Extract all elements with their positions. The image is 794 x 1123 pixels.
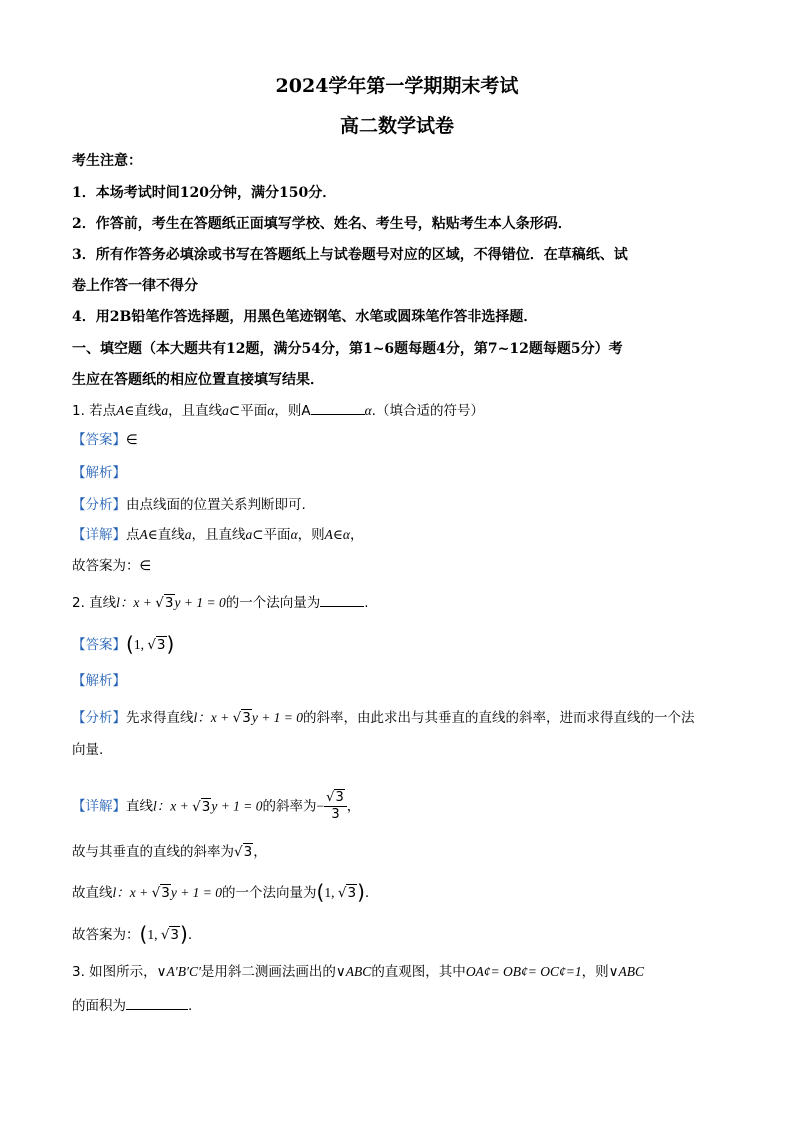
notice-item-3-cont: 卷上作答一律不得分: [72, 278, 198, 294]
notice-item-4: 4．用2B铅笔作答选择题，用黑色笔迹钢笔、水笔或圆珠笔作答非选择题．: [72, 309, 538, 325]
q2-conclusion: 故答案为：(1, √3).: [72, 922, 193, 946]
question-number: 2.: [72, 595, 90, 611]
answer-blank: [311, 400, 365, 415]
q1-analysis: [72, 463, 722, 483]
q2-line-a: 故与其垂直的直线的斜率为√3，: [72, 844, 267, 860]
exam-subtitle: 高二数学试卷: [339, 115, 454, 137]
q1-xiangjie: 【详解】点A∈直线a，且直线a⊂平面α，则A∈α，: [72, 527, 364, 543]
q2-line-b: 故直线l：x + √3y + 1 = 0的一个法向量为(1, √3).: [72, 880, 370, 904]
notice-heading: 考生注意：: [72, 153, 142, 169]
question-2: 2. 直线l：x + √3y + 1 = 0的一个法向量为 .: [72, 592, 722, 613]
analysis-tag: 【解析】: [72, 465, 126, 481]
exam-title: 2024学年第一学期期末考试: [275, 75, 519, 97]
notice-item-1: 1．本场考试时间120分钟，满分150分．: [72, 185, 337, 201]
q1-fenxi: 【分析】由点线面的位置关系判断即可.: [72, 497, 306, 513]
analysis-tag: 【解析】: [72, 673, 126, 689]
fraction: $\frac{√3}{3}$: [324, 790, 347, 823]
answer-blank: [126, 995, 188, 1010]
question-number: 1.: [72, 403, 90, 419]
answer-blank: [320, 592, 364, 607]
q1-conclusion: 故答案为：∈: [72, 558, 152, 574]
answer-tag: 【答案】: [72, 432, 126, 448]
question-1: 1. 若点A∈直线a，且直线a⊂平面α，则A α.（填合适的符号）: [72, 400, 722, 421]
question-number: 3.: [72, 964, 90, 980]
section-heading-cont: 生应在答题纸的相应位置直接填写结果．: [72, 372, 324, 388]
q2-fenxi: 【分析】先求得直线l：x + √3y + 1 = 0的斜率，由此求出与其垂直的直线的斜率，进而求得直线的一个法: [72, 710, 695, 726]
question-3: 3. 如图所示，∨A′B′C′是用斜二测画法画出的∨ABC的直观图，其中OA¢= OB¢= OC¢=1，则∨ABC: [72, 964, 645, 980]
q2-analysis: [72, 671, 722, 691]
q2-fenxi-cont: 向量.: [72, 742, 104, 758]
question-3-cont: 的面积为 .: [72, 995, 722, 1016]
q1-answer: 【答案】∈: [72, 432, 138, 448]
answer-tag: 【答案】: [72, 637, 126, 653]
section-heading: 一、填空题（本大题共有12题，满分54分，第1~6题每题4分，第7~12题每题5分）考: [72, 341, 623, 357]
q2-xiangjie: 【详解】直线l：x + √3y + 1 = 0的斜率为− $\frac{√3}{3}$ ，: [72, 790, 361, 822]
q2-answer: 【答案】(1, √3): [72, 632, 175, 656]
notice-item-3: 3．所有作答务必填涂或书写在答题纸上与试卷题号对应的区域，不得错位．在草稿纸、试: [72, 247, 628, 263]
notice-item-2: 2．作答前，考生在答题纸正面填写学校、姓名、考生号，粘贴考生本人条形码．: [72, 216, 572, 232]
